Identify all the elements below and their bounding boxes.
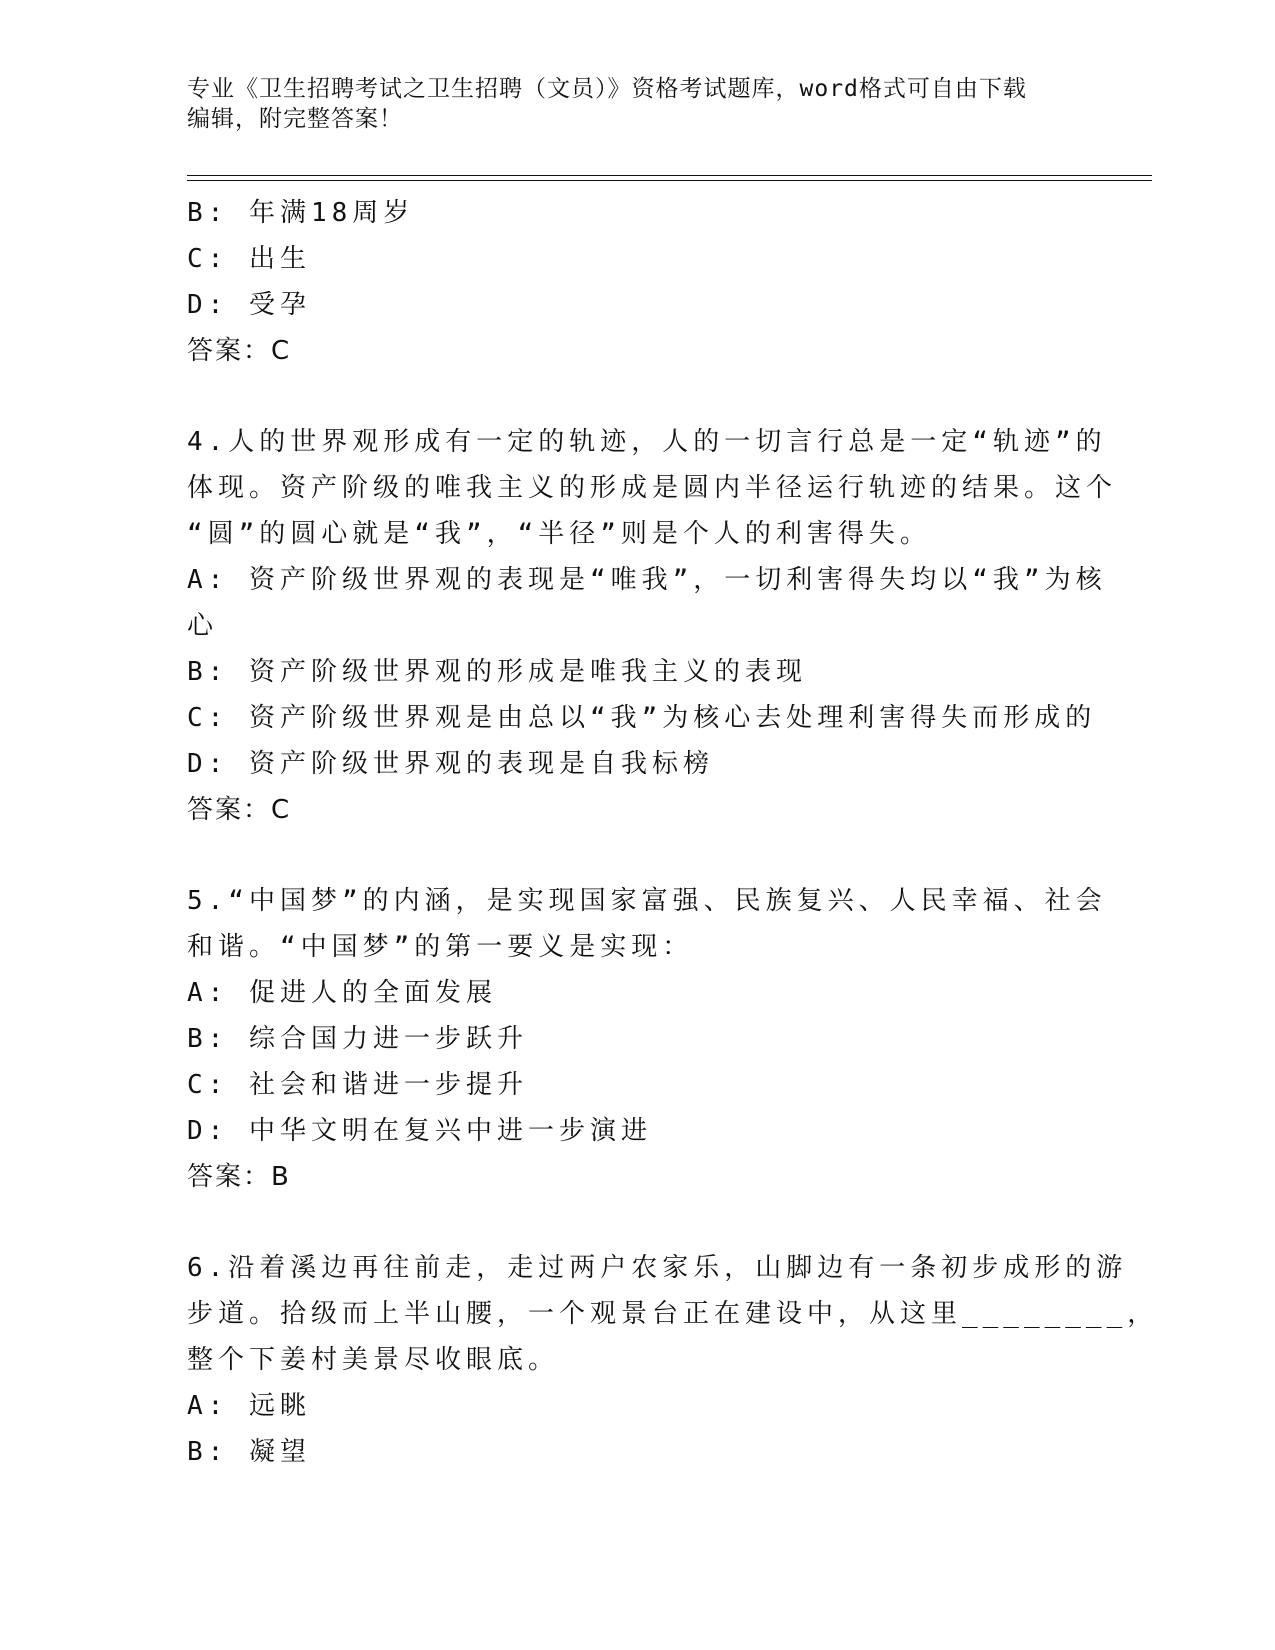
question-stem-line: 5.“中国梦”的内涵，是实现国家富强、民族复兴、人民幸福、社会 <box>187 886 1107 916</box>
header-divider-bottom <box>187 180 1152 181</box>
option-b: B: 资产阶级世界观的形成是唯我主义的表现 <box>187 657 807 687</box>
question-stem-line: 步道。拾级而上半山腰，一个观景台正在建设中，从这里________， <box>187 1299 1159 1329</box>
question-stem-line: 整个下姜村美景尽收眼底。 <box>187 1345 560 1375</box>
option-a-continued: 心 <box>187 611 219 641</box>
question-list <box>187 190 1159 1475</box>
option-d: D: 受孕 <box>187 290 311 320</box>
option-a: A: 促进人的全面发展 <box>187 978 497 1008</box>
question-6 <box>187 1245 1159 1475</box>
option-b: B: 凝望 <box>187 1437 311 1467</box>
option-d: D: 资产阶级世界观的表现是自我标榜 <box>187 749 714 779</box>
question-3 <box>187 190 1087 374</box>
header-title-line-1: 专业《卫生招聘考试之卫生招聘（文员）》资格考试题库，word格式可自由下载 <box>187 76 1027 102</box>
question-stem-line: 6.沿着溪边再往前走，走过两户农家乐，山脚边有一条初步成形的游 <box>187 1253 1128 1283</box>
option-d: D: 中华文明在复兴中进一步演进 <box>187 1116 652 1146</box>
option-a: A: 资产阶级世界观的表现是“唯我”，一切利害得失均以“我”为核 <box>187 565 1107 595</box>
option-c: C: 出生 <box>187 244 311 274</box>
question-stem-line: 和谐。“中国梦”的第一要义是实现： <box>187 932 694 962</box>
question-stem-line: 4.人的世界观形成有一定的轨迹，人的一切言行总是一定“轨迹”的 <box>187 427 1107 457</box>
question-5 <box>187 878 1107 1200</box>
spacer <box>187 374 1087 419</box>
question-stem-line: 体现。资产阶级的唯我主义的形成是圆内半径运行轨迹的结果。这个 <box>187 473 1118 503</box>
option-a: A: 远眺 <box>187 1391 311 1421</box>
option-c: C: 社会和谐进一步提升 <box>187 1070 528 1100</box>
answer: 答案：C <box>187 795 292 825</box>
option-b: B: 综合国力进一步跃升 <box>187 1024 528 1054</box>
answer: 答案：B <box>187 1162 291 1192</box>
option-b: B: 年满18周岁 <box>187 198 415 228</box>
header-title-line-2: 编辑，附完整答案！ <box>187 106 403 132</box>
question-4 <box>187 419 1118 833</box>
question-stem-line: “圆”的圆心就是“我”，“半径”则是个人的利害得失。 <box>187 519 931 549</box>
answer: 答案：C <box>187 336 292 366</box>
option-c: C: 资产阶级世界观是由总以“我”为核心去处理利害得失而形成的 <box>187 703 1097 733</box>
spacer <box>187 1200 1087 1245</box>
header-divider-top <box>187 175 1152 176</box>
spacer <box>187 833 1087 878</box>
document-header <box>187 74 1087 134</box>
